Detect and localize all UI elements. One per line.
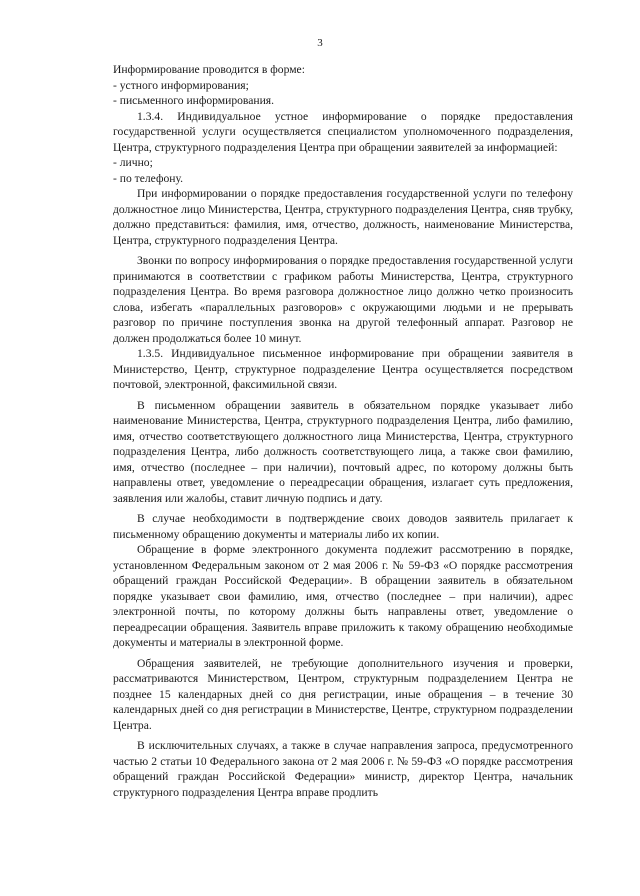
paragraph: Обращения заявителей, не требующие дополнительного изучения и проверки, рассматриваются Министерством, Центром, структурным подразделением Центра не позднее 15 календарных дней со дня регистрации, иные обращения – в течение 30 календарных дней со дня регистрации в Министерстве, Центре, структурном подразделении Центра. <box>113 656 573 732</box>
paragraph: - устного информирования; <box>113 78 249 92</box>
paragraph: 1.3.4. Индивидуальное устное информирование о порядке предоставления государственной услуги осуществляется специалистом уполномоченного подразделения, Центра, структурного подразделения Центра при обращении заявителей за информацией: <box>113 109 573 154</box>
paragraph: Информирование проводится в форме: <box>113 63 305 76</box>
paragraph: - по телефону. <box>113 171 183 185</box>
paragraph: В исключительных случаях, а также в случае направления запроса, предусмотренного частью 2 статьи 10 Федерального закона от 2 мая 2006 г. № 59-ФЗ «О порядке рассмотрения обращений граждан Российской Федерации» министр, директор Центра, начальник структурного подразделения Центра вправе продлить <box>113 739 573 799</box>
paragraph: В случае необходимости в подтверждение своих доводов заявитель прилагает к письменному обращению документы и материалы либо их копии. <box>113 512 573 541</box>
paragraph: При информировании о порядке предоставления государственной услуги по телефону должностное лицо Министерства, Центра, структурного подразделения Центра, сняв трубку, должно представиться: фамилия, имя, отчество, должность, наименование Министерства, Центра, структурного подразделения Центра. <box>113 187 573 247</box>
page-number: 3 <box>317 37 323 49</box>
paragraph: - письменного информирования. <box>113 94 275 107</box>
paragraph: 1.3.5. Индивидуальное письменное информирование при обращении заявителя в Министерство, Центр, структурное подразделение Центра осуществляется посредством почтовой, электронной, факсимильной связи. <box>113 347 573 391</box>
document-body <box>113 62 573 800</box>
paragraph: - лично; <box>113 156 153 169</box>
paragraph: В письменном обращении заявитель в обязательном порядке указывает либо наименование Министерства, Центра, структурного подразделения Центра, либо фамилию, имя, отчество соответствующего должностного лица Министерства, Центра, структурного подразделения Центра, либо должность соответствующего лица, а также свои фамилию, имя, отчество (последнее – при наличии), почтовый адрес, по которому должны быть направлены ответ, уведомление о переадресации обращения, излагает суть предложения, заявления или жалобы, ставит личную подпись и дату. <box>113 398 573 505</box>
paragraph: Обращение в форме электронного документа подлежит рассмотрению в порядке, установленном Федеральным законом от 2 мая 2006 г. № 59-ФЗ «О порядке рассмотрения обращений граждан Российской Федерации». В обращении заявитель в обязательном порядке указывает свои фамилию, имя, отчество (последнее – при наличии), адрес электронной почты, по которому должны быть направлены ответ, уведомление о переадресации обращения. Заявитель вправе приложить к такому обращению необходимые документы и материалы в электронной форме. <box>113 543 573 649</box>
paragraph: Звонки по вопросу информирования о порядке предоставления государственной услуги принимаются в соответствии с графиком работы Министерства, Центра, структурного подразделения Центра. Во время разговора должностное лицо должно четко произносить слова, избегать «параллельных разговоров» с окружающими людьми и не прерывать разговор по причине поступления звонка на другой телефонный аппарат. Разговор не должен продолжаться более 10 минут. <box>113 254 573 345</box>
